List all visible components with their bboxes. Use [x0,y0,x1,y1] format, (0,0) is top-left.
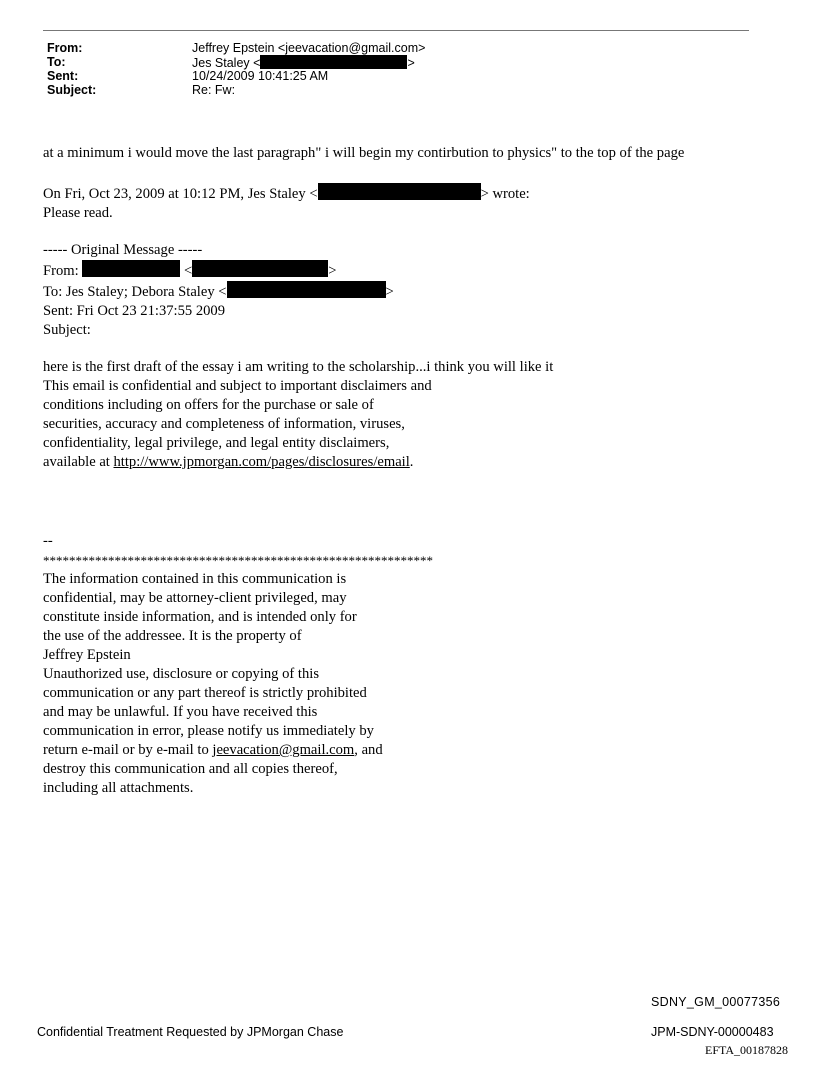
available-line [43,453,553,472]
para-line: confidentiality, legal privilege, and legal entity disclaimers, [43,435,390,451]
bates-sdny-gm: SDNY_GM_00077356 [651,995,781,1009]
bates-efta: EFTA_00187828 [705,1043,789,1057]
quote-intro [43,183,530,204]
sent-label: Sent: [47,69,79,83]
disclaimer-line: Unauthorized use, disclosure or copying of this [43,666,320,682]
orig-subject: Subject: [43,322,91,338]
from-row [47,41,425,55]
signature-block [43,532,433,798]
from-label: From: [47,41,83,55]
original-separator: ----- Original Message ----- [43,242,203,258]
confidential-footer: Confidential Treatment Requested by JPMorgan Chase [37,1025,344,1039]
sent-value: 10/24/2009 10:41:25 AM [192,69,329,83]
subject-label: Subject: [47,83,97,97]
header-rule [43,30,749,31]
subject-row [47,83,425,97]
para-line: conditions including on offers for the purchase or sale of [43,397,374,413]
para-line: securities, accuracy and completeness of information, viruses, [43,416,405,432]
return-pre: return e-mail or by e-mail to [43,742,213,758]
sent-row [47,69,425,83]
available-post: . [409,454,414,470]
return-line [43,741,433,760]
subject-value: Re: Fw: [192,83,236,97]
redaction-box [260,55,407,69]
disclaimer-line: and may be unlawful. If you have received this [43,704,318,720]
para-line: This email is confidential and subject to important disclaimers and [43,378,432,394]
redaction-box [227,281,386,298]
orig-to [43,281,394,302]
orig-from-lt: < [184,263,193,279]
quote-intro-post: > wrote: [480,186,530,202]
orig-from-label: From: [43,263,79,279]
original-message [43,241,394,340]
email-header [47,41,425,97]
stars-line: ************************************************************ [43,553,433,568]
disclaimer-line: the use of the addressee. It is the property of [43,628,302,644]
disclaimer-line: communication or any part thereof is strictly prohibited [43,685,367,701]
to-label: To: [47,55,66,69]
please-read: Please read. [43,205,113,221]
redaction-box [82,260,180,277]
disclosures-link[interactable]: http://www.jpmorgan.com/pages/disclosures/email [113,454,410,470]
orig-to-pre: To: Jes Staley; Debora Staley < [43,284,227,300]
to-value [192,55,415,69]
to-row [47,55,425,69]
disclaimer-line: constitute inside information, and is intended only for [43,609,357,625]
redaction-box [192,260,328,277]
to-close: > [407,56,415,70]
available-pre: available at [43,454,114,470]
disclaimer-line: confidential, may be attorney-client privileged, may [43,590,347,606]
quote-intro-pre: On Fri, Oct 23, 2009 at 10:12 PM, Jes Staley < [43,186,318,202]
email-link[interactable]: jeevacation@gmail.com [212,742,355,758]
orig-to-gt: > [385,284,394,300]
redaction-box [318,183,481,200]
to-name: Jes Staley < [192,56,261,70]
orig-from-gt: > [328,263,337,279]
reply-text: at a minimum i would move the last paragraph" i will begin my contirbution to physics" to the top of the page [43,145,685,161]
sig-dash: -- [43,533,53,549]
disclaimer-line: Jeffrey Epstein [43,647,131,663]
orig-sent: Sent: Fri Oct 23 21:37:55 2009 [43,303,226,319]
return-post: , and [354,742,383,758]
para-line: here is the first draft of the essay i am writing to the scholarship...i think you will like it [43,359,554,375]
disclaimer-line: including all attachments. [43,780,194,796]
orig-from [43,260,394,281]
disclaimer-line: destroy this communication and all copies thereof, [43,761,338,777]
disclaimer-line: communication in error, please notify us immediately by [43,723,374,739]
message-paragraph [43,358,553,472]
disclaimer-line: The information contained in this communication is [43,571,347,587]
from-value: Jeffrey Epstein <jeevacation@gmail.com> [192,41,426,55]
quote-block [43,183,530,223]
bates-jpm: JPM-SDNY-00000483 [651,1025,774,1039]
